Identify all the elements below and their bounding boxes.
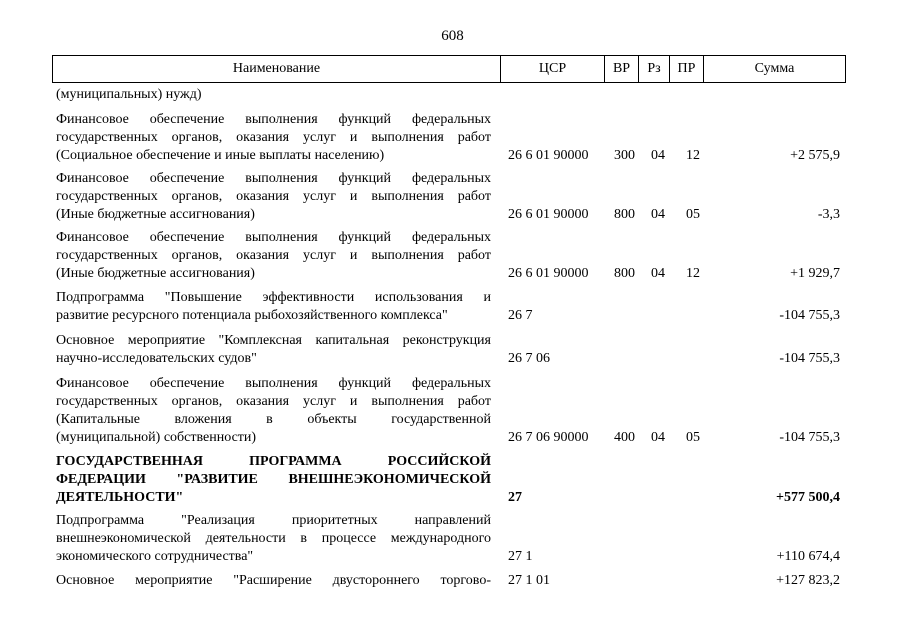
row-sum: +110 674,4 — [776, 549, 840, 564]
header-pr: ПР — [669, 56, 703, 82]
row-name — [56, 512, 491, 566]
row-name — [56, 375, 491, 447]
row-sum: -104 755,3 — [779, 351, 840, 366]
row-vr: 800 — [614, 207, 635, 222]
row-pr: 05 — [686, 430, 700, 445]
row-rz: 04 — [651, 266, 665, 281]
row-name-line: (Иные бюджетные ассигнования) — [56, 266, 255, 281]
row-name-line: Основное мероприятие "Расширение двустороннего торгово- — [56, 573, 491, 588]
row-name-line: Основное мероприятие "Комплексная капитальная реконструкция — [56, 333, 491, 348]
header-sum: Сумма — [703, 56, 845, 82]
row-name-line: (Капитальные вложения в объекты государственной — [56, 412, 491, 427]
row-sum: -104 755,3 — [779, 308, 840, 323]
row-name-line: Подпрограмма "Повышение эффективности использования и — [56, 290, 491, 305]
row-sum: +1 929,7 — [790, 266, 840, 281]
row-sum: +127 823,2 — [776, 573, 840, 588]
header-rz: Рз — [638, 56, 669, 82]
row-name — [56, 86, 491, 104]
row-name-line: (Социальное обеспечение и иные выплаты населению) — [56, 148, 385, 163]
row-pr: 12 — [686, 266, 700, 281]
row-pr: 12 — [686, 148, 700, 163]
row-sum: -104 755,3 — [779, 430, 840, 445]
row-csr: 26 7 06 — [508, 351, 550, 366]
row-name-line: (Иные бюджетные ассигнования) — [56, 207, 255, 222]
page-number: 608 — [441, 28, 464, 44]
row-name-line: (муниципальной) собственности) — [56, 430, 257, 445]
header-csr: ЦСР — [500, 56, 604, 82]
row-csr: 27 — [508, 490, 522, 505]
row-name-line: государственных органов, оказания услуг и выполнения работ — [56, 394, 491, 409]
row-name — [56, 111, 491, 165]
row-rz: 04 — [651, 430, 665, 445]
row-name-line: государственных органов, оказания услуг и выполнения работ — [56, 189, 491, 204]
row-name-line: государственных органов, оказания услуг и выполнения работ — [56, 130, 491, 145]
row-name-line: научно-исследовательских судов" — [56, 351, 257, 366]
row-csr: 26 6 01 90000 — [508, 148, 589, 163]
row-name-line: ФЕДЕРАЦИИ "РАЗВИТИЕ ВНЕШНЕЭКОНОМИЧЕСКОЙ — [56, 472, 491, 487]
row-rz: 04 — [651, 148, 665, 163]
row-csr: 27 1 01 — [508, 573, 550, 588]
row-name-line: экономического сотрудничества" — [56, 549, 254, 564]
row-name — [56, 453, 491, 507]
row-vr: 800 — [614, 266, 635, 281]
row-name-line: (муниципальных) нужд) — [56, 87, 202, 102]
row-vr: 400 — [614, 430, 635, 445]
row-pr: 05 — [686, 207, 700, 222]
row-rz: 04 — [651, 207, 665, 222]
row-csr: 26 7 — [508, 308, 533, 323]
row-name-line: ДЕЯТЕЛЬНОСТИ" — [56, 490, 184, 505]
row-csr: 26 6 01 90000 — [508, 207, 589, 222]
row-sum: +577 500,4 — [776, 490, 840, 505]
row-name — [56, 572, 491, 590]
row-name-line: государственных органов, оказания услуг и выполнения работ — [56, 248, 491, 263]
table-header — [52, 55, 846, 83]
row-name — [56, 332, 491, 368]
header-vr: ВР — [604, 56, 638, 82]
row-csr: 26 6 01 90000 — [508, 266, 589, 281]
row-name — [56, 170, 491, 224]
row-name-line: Подпрограмма "Реализация приоритетных направлений — [56, 513, 491, 528]
row-sum: -3,3 — [817, 207, 840, 222]
row-csr: 26 7 06 90000 — [508, 430, 589, 445]
row-name — [56, 289, 491, 325]
row-vr: 300 — [614, 148, 635, 163]
row-csr: 27 1 — [508, 549, 533, 564]
row-name-line: Финансовое обеспечение выполнения функций федеральных — [56, 230, 491, 245]
row-name-line: ГОСУДАРСТВЕННАЯ ПРОГРАММА РОССИЙСКОЙ — [56, 454, 491, 469]
row-name-line: Финансовое обеспечение выполнения функций федеральных — [56, 376, 491, 391]
row-name-line: развитие ресурсного потенциала рыбохозяйственного комплекса" — [56, 308, 448, 323]
row-name-line: Финансовое обеспечение выполнения функций федеральных — [56, 112, 491, 127]
header-name: Наименование — [232, 61, 321, 76]
row-sum: +2 575,9 — [790, 148, 840, 163]
row-name-line: внешнеэкономической деятельности в процессе международного — [56, 531, 491, 546]
row-name-line: Финансовое обеспечение выполнения функций федеральных — [56, 171, 491, 186]
row-name — [56, 229, 491, 283]
